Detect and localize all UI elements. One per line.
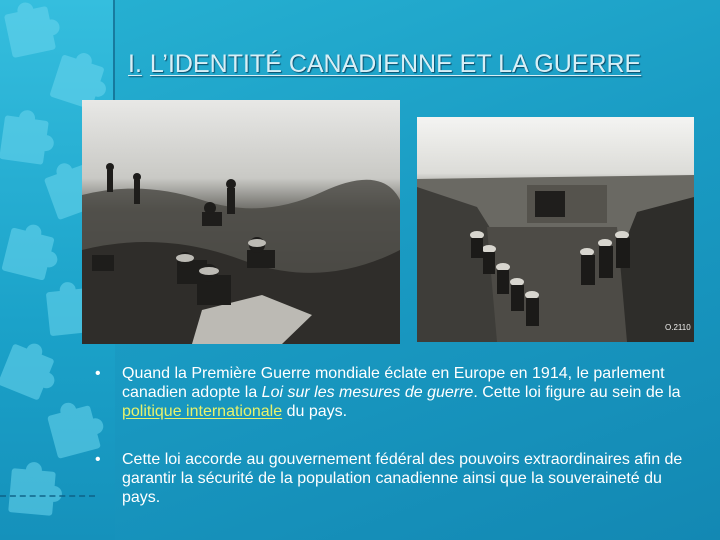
puzzle-piece-icon: [47, 405, 101, 459]
puzzle-piece-icon: [4, 6, 56, 58]
bullet-marker: •: [95, 451, 101, 468]
law-title: Loi sur les mesures de guerre: [261, 384, 474, 401]
title-number: I.: [128, 50, 142, 78]
slide-title: [128, 50, 641, 79]
divider-line: [113, 0, 115, 100]
puzzle-piece-icon: [0, 115, 49, 165]
bullet-text: du pays.: [282, 403, 348, 420]
bullet-list: [95, 364, 700, 536]
bullet-item: [95, 450, 700, 507]
title-text: L’IDENTITÉ CANADIENNE ET LA GUERRE: [149, 50, 642, 78]
divider-dashed: [0, 495, 95, 497]
battlefield-photo-icon: [82, 100, 400, 344]
bullet-item: [95, 364, 700, 421]
bullet-text: Quand la Première Guerre mondiale éclate en Europe en 1914, le parlement canadien adopte la: [122, 365, 665, 401]
puzzle-piece-icon: [8, 468, 56, 516]
politique-internationale-link[interactable]: politique internationale: [122, 403, 283, 420]
photo-caption: O.2110: [665, 323, 691, 332]
trench-photo-icon: [417, 117, 694, 342]
bullet-text: Cette loi accorde au gouvernement fédéral des pouvoirs extraordinaires afin de garantir la sécurité de la population canadienne ainsi que la souveraineté du pays.: [122, 451, 683, 506]
bullet-marker: •: [95, 365, 101, 382]
puzzle-piece-icon: [1, 227, 54, 280]
bullet-text: . Cette loi figure au sein de la: [473, 384, 681, 401]
puzzle-piece-icon: [0, 343, 55, 400]
